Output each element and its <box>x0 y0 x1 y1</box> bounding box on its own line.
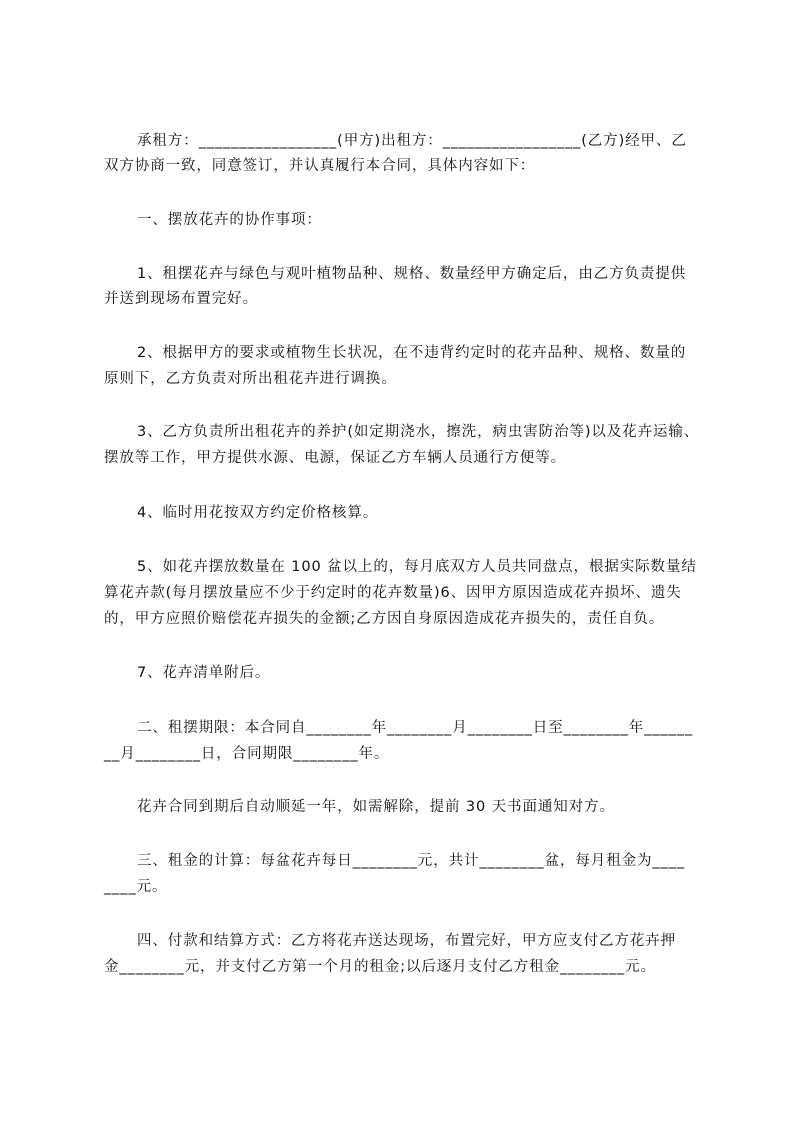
section-2-line-1: 二、租摆期限：本合同自________年________月________日至________年______ <box>137 720 694 736</box>
clause-3-line-1: 3、乙方负责所出租花卉的养护(如定期浇水，擦洗，病虫害防治等)以及花卉运输、 <box>137 424 700 440</box>
clause-1-line-2: 并送到现场布置完好。 <box>104 291 258 307</box>
section-3-line-2: ____元。 <box>104 879 168 895</box>
clause-5-line-3: 的，甲方应照价赔偿花卉损失的金额;乙方因自身原因造成花卉损失的，责任自负。 <box>104 611 665 627</box>
clause-2-line-2: 原则下，乙方负责对所出租花卉进行调换。 <box>104 371 397 387</box>
clause-4: 4、临时用花按双方约定价格核算。 <box>137 505 379 521</box>
section-4-line-1: 四、付款和结算方式：乙方将花卉送达现场，布置完好，甲方应支付乙方花卉押 <box>137 933 676 949</box>
clause-1-line-1: 1、租摆花卉与绿色与观叶植物品种、规格、数量经甲方确定后，由乙方负责提供 <box>137 266 687 282</box>
intro-line-1: 承租方：_________________(甲方)出租方：_________________(乙方)经甲、乙 <box>137 133 687 149</box>
clause-7: 7、花卉清单附后。 <box>137 665 271 681</box>
clause-2-line-1: 2、根据甲方的要求或植物生长状况，在不违背约定时的花卉品种、规格、数量的 <box>137 345 687 361</box>
clause-5-line-2: 算花卉款(每月摆放量应不少于约定时的花卉数量)6、因甲方原因造成花卉损坏、遗失 <box>104 585 682 601</box>
clause-5-line-1: 5、如花卉摆放数量在 100 盆以上的，每月底双方人员共同盘点，根据实际数量结 <box>137 559 697 575</box>
section-1-heading: 一、摆放花卉的协作事项： <box>137 212 322 228</box>
intro-line-2: 双方协商一致，同意签订，并认真履行本合同，具体内容如下： <box>104 158 536 174</box>
section-3-line-1: 三、租金的计算：每盆花卉每日________元，共计________盆，每月租金为____ <box>137 853 685 869</box>
clause-3-line-2: 摆放等工作，甲方提供水源、电源，保证乙方车辆人员通行方便等。 <box>104 450 566 466</box>
renewal-clause: 花卉合同到期后自动顺延一年，如需解除，提前 30 天书面通知对方。 <box>137 799 615 815</box>
section-4-line-2: 金________元，并支付乙方第一个月的租金;以后逐月支付乙方租金________元。 <box>104 959 656 975</box>
section-2-line-2: __月________日，合同期限________年。 <box>104 746 390 762</box>
